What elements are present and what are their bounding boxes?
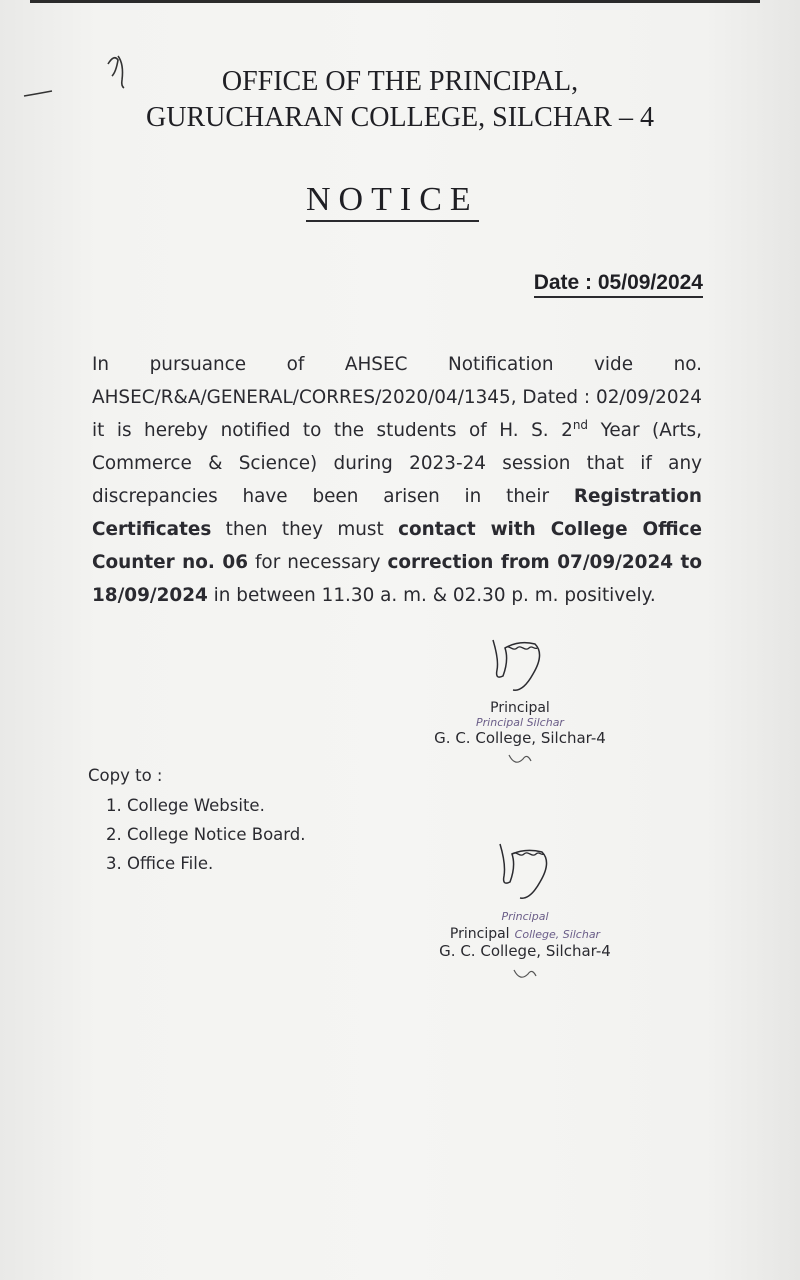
body-bold-2: contact with College Office Counter no. 06	[92, 519, 702, 573]
copy-to-list	[88, 791, 306, 878]
signature-icon	[475, 630, 565, 700]
signature-icon	[480, 840, 570, 910]
copy-to-heading: Copy to :	[88, 766, 163, 785]
body-bold-3: correction from 07/09/2024 to 18/09/2024	[92, 552, 702, 606]
signature-1-title: Principal	[490, 700, 550, 716]
copy-to-item: 2. College Notice Board.	[106, 825, 306, 844]
signature-2-stamp-sub: College, Silchar	[514, 928, 601, 941]
copy-to-item: 3. Office File.	[106, 854, 214, 873]
copy-to-block	[88, 766, 306, 878]
initial-mark-icon	[510, 962, 540, 984]
body-text-1: In pursuance of AHSEC Notification vide no. AHSEC/R&A/GENERAL/CORRES/2020/04/1345, Dated : 02/09/2024 it is hereby notified to the students of H. S. 2	[92, 354, 702, 441]
body-text-3: then they must	[211, 519, 399, 540]
signature-2-stamp: Principal	[501, 910, 549, 923]
signature-2-title-row	[430, 923, 620, 942]
body-text-4: for necessary	[248, 552, 388, 573]
signature-block-1	[430, 630, 610, 769]
initial-mark-icon	[505, 749, 535, 769]
notice-body	[92, 348, 702, 612]
signature-2-title: Principal	[449, 926, 510, 942]
copy-to-item: 1. College Website.	[106, 796, 265, 815]
office-heading-line-1: OFFICE OF THE PRINCIPAL,	[221, 66, 579, 97]
office-heading-line-2: GURUCHARAN COLLEGE, SILCHAR – 4	[146, 102, 654, 133]
signature-1-stamp: Principal Silchar	[476, 716, 564, 729]
signature-2-college: G. C. College, Silchar-4	[439, 942, 611, 960]
body-text-2: Year (Arts, Commerce & Science) during 2023-24 session that if any discrepancies have been arisen in their	[92, 420, 702, 507]
body-text-5: in between 11.30 a. m. & 02.30 p. m. positively.	[207, 585, 656, 606]
notice-title: NOTICE	[306, 180, 479, 222]
page-top-edge	[30, 0, 760, 3]
signature-block-2	[430, 840, 620, 984]
notice-date: Date : 05/09/2024	[534, 270, 703, 298]
body-bold-1: Registration Certificates	[92, 486, 702, 540]
body-sup: nd	[572, 417, 589, 432]
signature-1-college: G. C. College, Silchar-4	[434, 729, 606, 747]
